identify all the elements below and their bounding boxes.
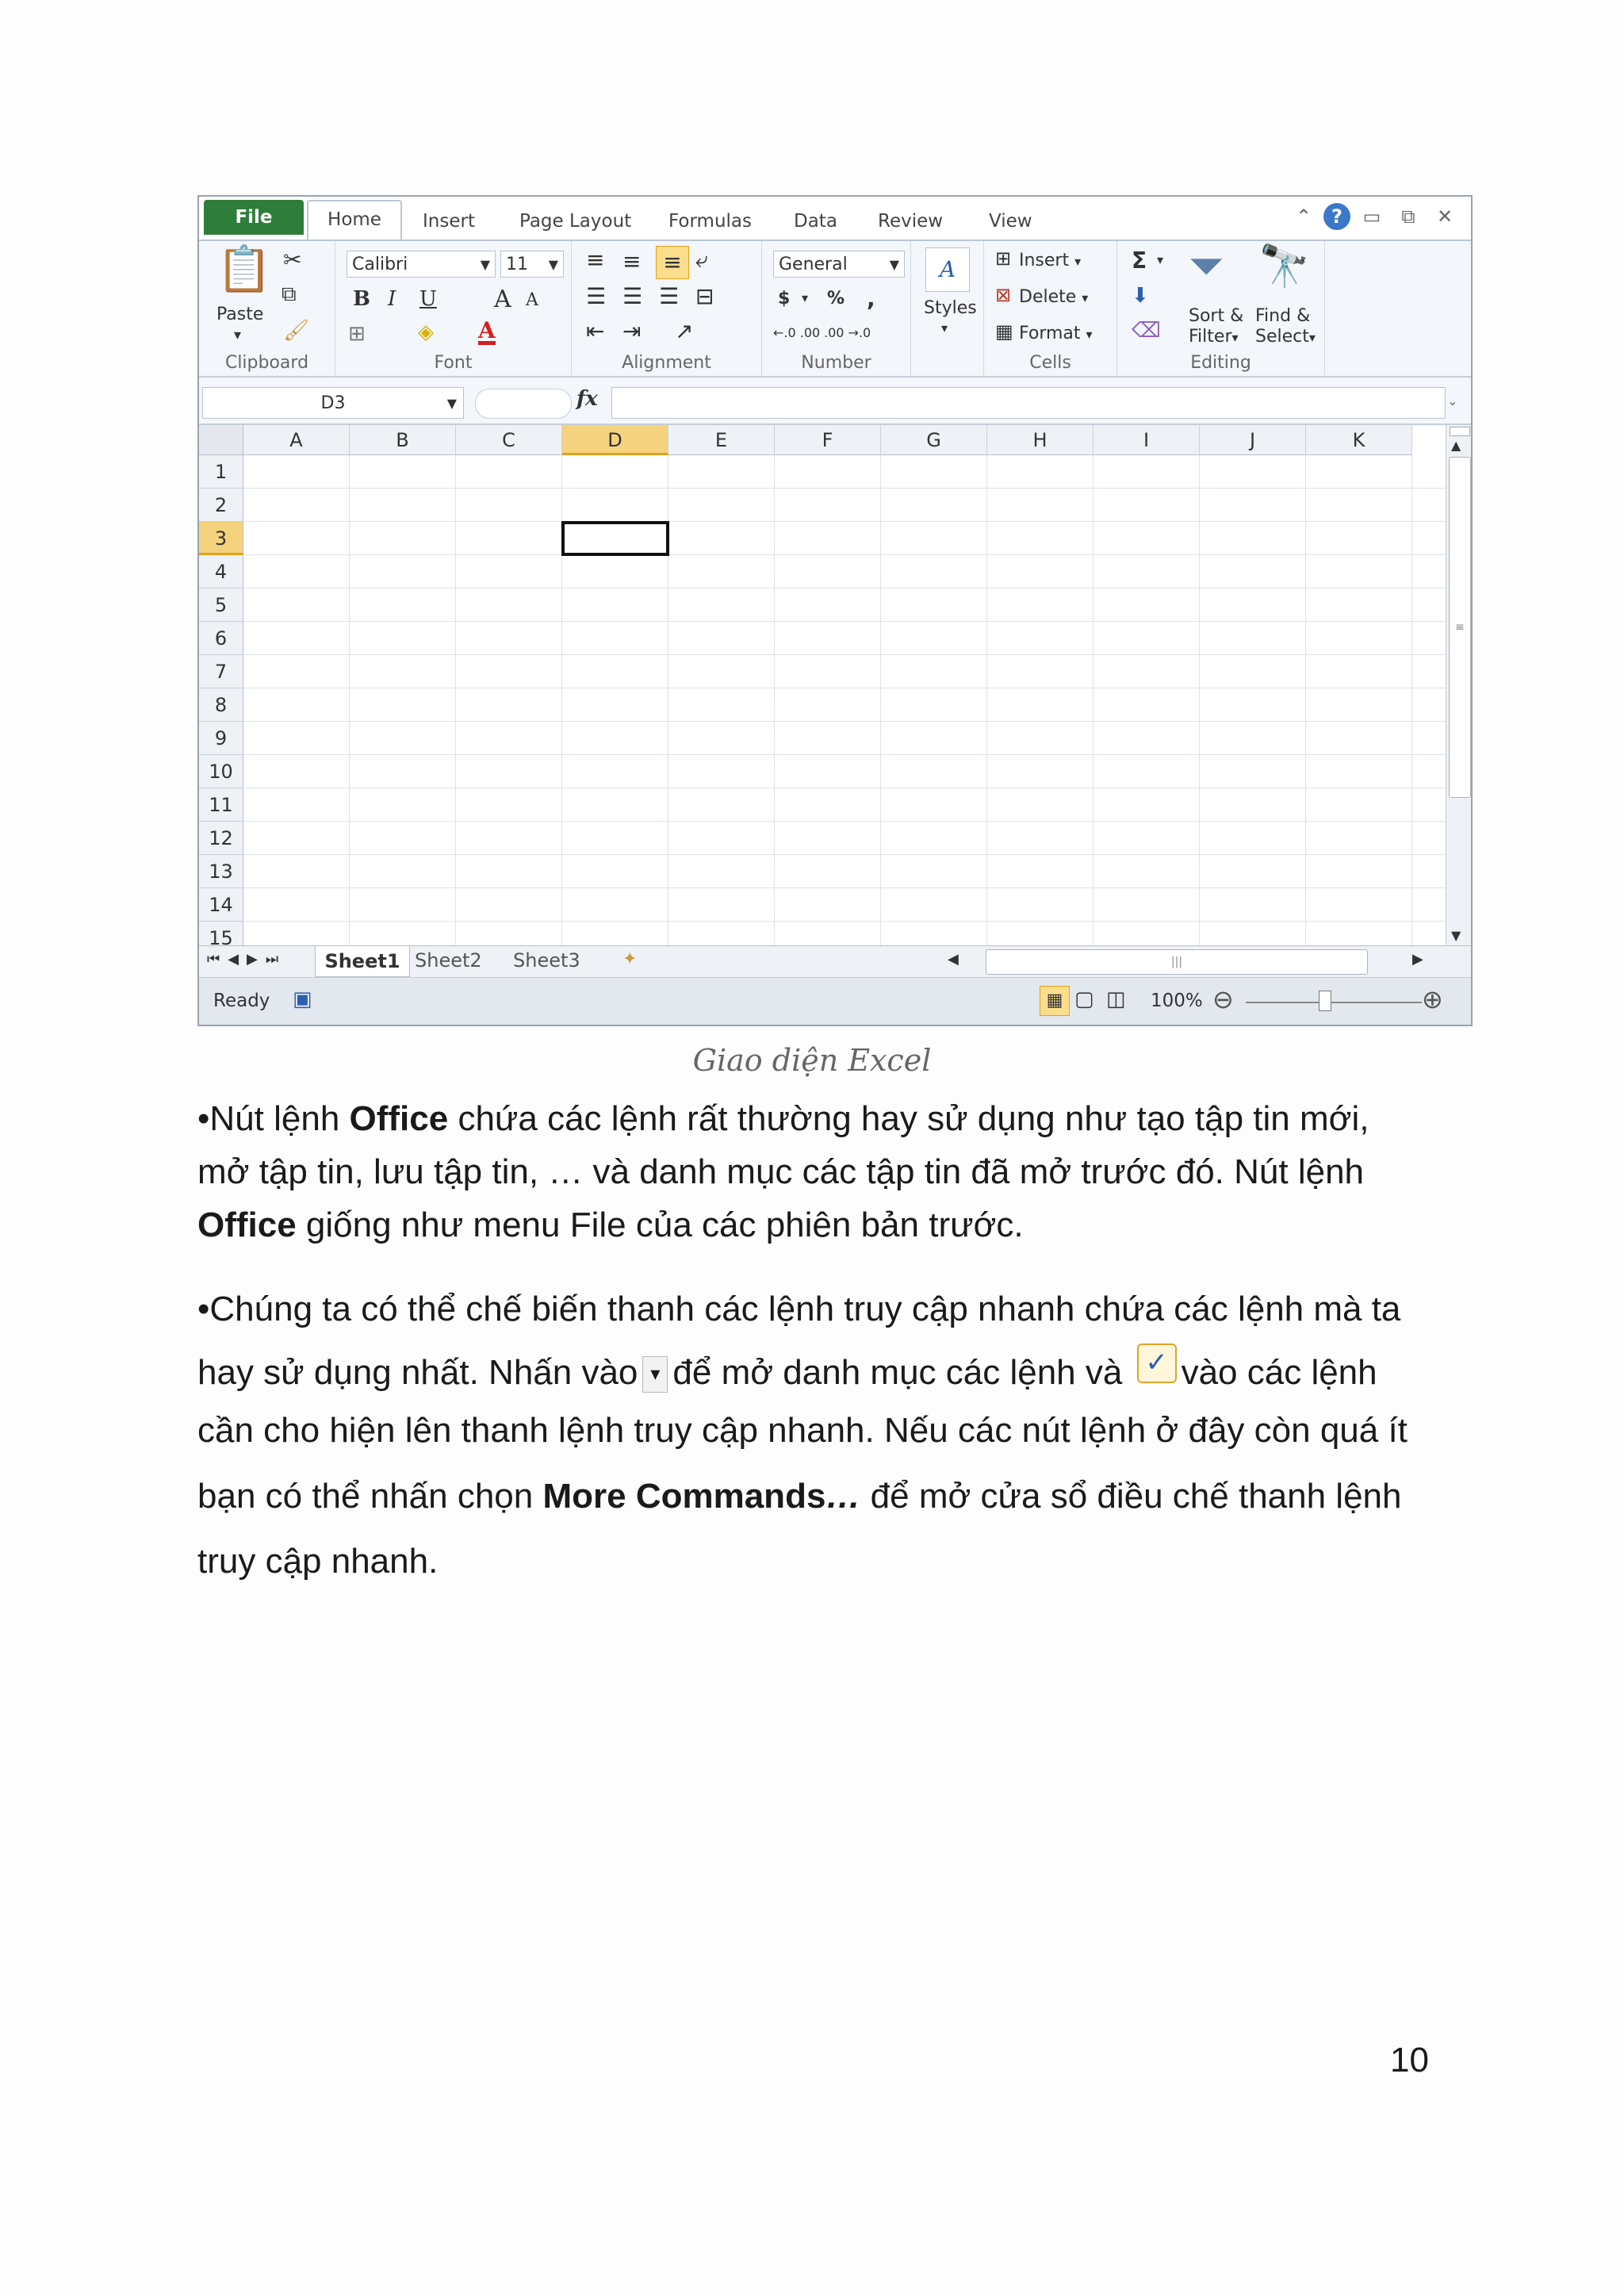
row-header-12[interactable]: 12 xyxy=(199,822,243,855)
row-header-10[interactable]: 10 xyxy=(199,755,243,788)
scroll-down-icon[interactable]: ▼ xyxy=(1451,928,1461,943)
fill-color-icon[interactable]: ◈ xyxy=(418,320,434,344)
paragraph-2-line-4: bạn có thể nhấn chọn More Commands… để mở cửa sổ điều chế thanh lệnh xyxy=(197,1477,1402,1516)
shrink-font-button[interactable]: A xyxy=(526,290,538,310)
sort-button[interactable]: Sort & xyxy=(1189,306,1244,326)
column-header-f[interactable]: F xyxy=(775,425,881,455)
row-header-8[interactable]: 8 xyxy=(199,688,243,722)
align-bottom-icon[interactable]: ≡ xyxy=(656,246,689,279)
zoom-level[interactable]: 100% xyxy=(1151,991,1203,1011)
worksheet-grid[interactable] xyxy=(199,425,1471,945)
tab-review[interactable]: Review xyxy=(878,211,944,232)
expand-formula-icon[interactable]: ⌄ xyxy=(1447,393,1458,408)
alignment-label: Alignment xyxy=(622,353,711,373)
styles-group xyxy=(911,241,984,378)
row-header-5[interactable]: 5 xyxy=(199,588,243,622)
tab-formulas[interactable]: Formulas xyxy=(668,211,752,232)
help-icon[interactable]: ? xyxy=(1323,203,1350,230)
tab-home[interactable]: Home xyxy=(307,200,402,241)
font-label: Font xyxy=(434,353,473,373)
formula-bar xyxy=(199,378,1471,425)
sheet-tab-3[interactable]: Sheet3 xyxy=(513,949,580,972)
vertical-scrollbar[interactable] xyxy=(1446,425,1471,945)
split-handle[interactable] xyxy=(1450,427,1470,436)
align-right-icon[interactable]: ☰ xyxy=(659,283,680,309)
borders-icon[interactable]: ⊞ xyxy=(348,322,366,346)
column-header-c[interactable]: C xyxy=(456,425,562,455)
format-cells-icon[interactable]: ▦ xyxy=(995,320,1013,343)
paragraph-1-line-3: Office giống như menu File của các phiên bản trước. xyxy=(197,1205,1024,1244)
underline-button[interactable]: U xyxy=(419,287,437,311)
delete-cells-button[interactable]: Delete ▾ xyxy=(1019,287,1089,307)
tab-page-layout[interactable]: Page Layout xyxy=(519,211,632,232)
comma-button[interactable]: , xyxy=(867,286,875,312)
zoom-slider[interactable] xyxy=(1246,1002,1422,1003)
figure-caption: Giao diện Excel xyxy=(692,1043,932,1078)
insert-cells-icon[interactable]: ⊞ xyxy=(995,247,1012,270)
filter-button[interactable]: Filter▾ xyxy=(1189,327,1239,347)
column-header-a[interactable]: A xyxy=(243,425,350,455)
row-header-13[interactable]: 13 xyxy=(199,855,243,888)
sheet-nav-icon[interactable]: ⏮◀▶⏭ xyxy=(207,951,287,968)
sheet-tab-1[interactable]: Sheet1 xyxy=(315,946,410,977)
row-header-4[interactable]: 4 xyxy=(199,555,243,588)
increase-indent-icon[interactable]: ⇥ xyxy=(622,318,642,344)
select-button[interactable]: Select▾ xyxy=(1255,327,1316,347)
customize-qat-dropdown-icon: ▾ xyxy=(642,1356,668,1393)
find-button[interactable]: Find & xyxy=(1255,306,1311,326)
active-cell[interactable] xyxy=(561,521,669,556)
column-header-k[interactable]: K xyxy=(1306,425,1412,455)
merge-center-icon[interactable]: ⊟ xyxy=(695,283,714,309)
number-group xyxy=(762,241,911,378)
row-header-14[interactable]: 14 xyxy=(199,888,243,922)
tab-file[interactable]: File xyxy=(204,200,304,235)
restore-icon[interactable]: ⧉ xyxy=(1401,205,1415,228)
column-header-i[interactable]: I xyxy=(1094,425,1200,455)
row-header-11[interactable]: 11 xyxy=(199,788,243,822)
page-layout-view-icon[interactable]: ▢ xyxy=(1074,987,1094,1011)
percent-button[interactable]: % xyxy=(827,289,845,309)
paste-button[interactable]: Paste xyxy=(216,305,264,324)
tab-insert[interactable]: Insert xyxy=(423,211,475,232)
align-top-icon[interactable]: ≡ xyxy=(586,247,605,273)
styles-icon[interactable]: A xyxy=(925,247,970,292)
status-bar xyxy=(199,977,1471,1025)
copy-icon[interactable]: ⧉ xyxy=(282,282,297,306)
paragraph-2-line-1: •Chúng ta có thể chế biến thanh các lệnh truy cập nhanh chứa các lệnh mà ta xyxy=(197,1290,1401,1328)
alignment-group xyxy=(572,241,762,378)
normal-view-icon[interactable]: ▦ xyxy=(1040,986,1070,1016)
macro-record-icon[interactable]: ▣ xyxy=(293,987,312,1011)
find-icon[interactable]: 🔭 xyxy=(1258,243,1310,290)
cells-label: Cells xyxy=(1029,353,1071,373)
ribbon xyxy=(199,240,1471,378)
styles-dropdown-icon[interactable]: ▾ xyxy=(941,320,948,335)
status-text: Ready xyxy=(213,991,270,1011)
font-name-select[interactable]: Calibri ▼ xyxy=(347,251,496,278)
close-icon[interactable]: ✕ xyxy=(1436,205,1454,228)
increase-decimal-button[interactable]: ←.0 .00 xyxy=(773,325,821,340)
paragraph-1-line-2: mở tập tin, lưu tập tin, … và danh mục các tập tin đã mở trước đó. Nút lệnh xyxy=(197,1152,1365,1191)
bold-button[interactable]: B xyxy=(353,287,370,311)
column-header-g[interactable]: G xyxy=(881,425,987,455)
checkmark-icon: ✓ xyxy=(1137,1343,1177,1383)
zoom-out-icon[interactable]: ⊖ xyxy=(1212,984,1234,1014)
cut-icon[interactable]: ✂ xyxy=(283,247,302,273)
paragraph-2-line-5: truy cập nhanh. xyxy=(197,1542,439,1581)
font-color-icon[interactable]: A xyxy=(478,317,496,343)
zoom-in-icon[interactable]: ⊕ xyxy=(1422,984,1443,1014)
editing-label: Editing xyxy=(1190,353,1251,373)
fx-button[interactable]: fx xyxy=(576,387,598,411)
row-header-9[interactable]: 9 xyxy=(199,722,243,755)
align-center-icon[interactable]: ☰ xyxy=(622,283,643,309)
column-header-h[interactable]: H xyxy=(987,425,1094,455)
vertical-scroll-thumb[interactable]: ≡ xyxy=(1449,457,1471,798)
editing-group xyxy=(1117,241,1325,378)
excel-window xyxy=(197,195,1473,1026)
clipboard-group xyxy=(199,241,335,378)
formula-bar-grip xyxy=(475,389,572,419)
minimize-icon[interactable]: ▭ xyxy=(1362,205,1381,228)
row-header-1[interactable]: 1 xyxy=(199,455,243,489)
currency-button[interactable]: $ xyxy=(778,289,791,309)
font-group xyxy=(335,241,572,378)
formula-input[interactable] xyxy=(611,387,1446,419)
page-number: 10 xyxy=(1390,2041,1429,2079)
column-header-j[interactable]: J xyxy=(1200,425,1306,455)
number-format-select[interactable]: General ▼ xyxy=(773,251,905,278)
delete-cells-icon[interactable]: ⊠ xyxy=(995,284,1012,306)
row-header-7[interactable]: 7 xyxy=(199,655,243,688)
fill-icon[interactable]: ⬇ xyxy=(1132,284,1149,308)
font-size-select[interactable]: 11 ▼ xyxy=(500,251,564,278)
paste-icon[interactable]: 📋 xyxy=(216,243,272,295)
sheet-tab-2[interactable]: Sheet2 xyxy=(415,949,482,972)
autosum-button[interactable]: Σ xyxy=(1132,247,1147,274)
wrap-text-icon[interactable]: ⤶ xyxy=(695,247,708,273)
row-header-3[interactable]: 3 xyxy=(199,522,243,555)
tab-view[interactable]: View xyxy=(989,211,1032,232)
number-label: Number xyxy=(801,353,871,373)
tab-data[interactable]: Data xyxy=(794,211,837,232)
cells-group xyxy=(984,241,1117,378)
grow-font-button[interactable]: A xyxy=(494,286,511,313)
row-header-15[interactable]: 15 xyxy=(199,922,243,945)
paragraph-1-line-1: •Nút lệnh Office chứa các lệnh rất thường hay sử dụng như tạo tập tin mới, xyxy=(197,1099,1369,1138)
italic-button[interactable]: I xyxy=(388,287,396,311)
sort-filter-icon[interactable]: ⏷ xyxy=(1189,240,1224,292)
insert-sheet-icon[interactable]: ✦ xyxy=(622,949,638,969)
row-header-2[interactable]: 2 xyxy=(199,489,243,522)
paragraph-2-line-3: cần cho hiện lên thanh lệnh truy cập nhanh. Nếu các nút lệnh ở đây còn quá ít xyxy=(197,1411,1408,1450)
minimize-ribbon-icon[interactable]: ⌃ xyxy=(1295,205,1312,228)
hscroll-left-icon[interactable]: ◀ xyxy=(948,951,959,968)
styles-button[interactable]: Styles xyxy=(924,298,977,318)
format-cells-button[interactable]: Format ▾ xyxy=(1019,324,1093,343)
scroll-up-icon[interactable]: ▲ xyxy=(1451,438,1461,453)
autosum-dropdown-icon[interactable]: ▾ xyxy=(1157,252,1164,267)
gridlines xyxy=(199,425,1471,945)
name-box[interactable]: D3 ▼ xyxy=(202,387,464,419)
decrease-indent-icon[interactable]: ⇤ xyxy=(586,318,605,344)
select-all-corner[interactable] xyxy=(199,425,243,455)
horizontal-scroll-thumb[interactable]: ||| xyxy=(986,949,1368,975)
hscroll-right-icon[interactable]: ▶ xyxy=(1412,951,1423,968)
column-header-e[interactable]: E xyxy=(668,425,775,455)
column-header-b[interactable]: B xyxy=(350,425,456,455)
insert-cells-button[interactable]: Insert ▾ xyxy=(1019,251,1082,270)
page-break-view-icon[interactable]: ◫ xyxy=(1106,987,1126,1011)
zoom-slider-thumb[interactable] xyxy=(1319,991,1331,1011)
align-left-icon[interactable]: ☰ xyxy=(586,283,607,309)
orientation-icon[interactable]: ↗ xyxy=(675,318,694,344)
align-middle-icon[interactable]: ≡ xyxy=(622,248,642,274)
paragraph-2-line-2: hay sử dụng nhất. Nhấn vào ▾ để mở danh mục các lệnh và ✓ vào các lệnh xyxy=(197,1353,1377,1394)
sheet-tabs-bar xyxy=(199,945,1471,977)
column-header-d[interactable]: D xyxy=(562,425,668,455)
row-header-6[interactable]: 6 xyxy=(199,622,243,655)
format-painter-icon[interactable]: 🖌 xyxy=(283,319,310,343)
currency-dropdown-icon[interactable]: ▾ xyxy=(802,290,809,305)
clipboard-label: Clipboard xyxy=(224,353,309,373)
ribbon-tabs xyxy=(199,197,1471,240)
clear-icon[interactable]: ⌫ xyxy=(1132,319,1161,343)
decrease-decimal-button[interactable]: .00 →.0 xyxy=(824,325,871,340)
paste-dropdown-icon[interactable]: ▾ xyxy=(234,327,242,343)
